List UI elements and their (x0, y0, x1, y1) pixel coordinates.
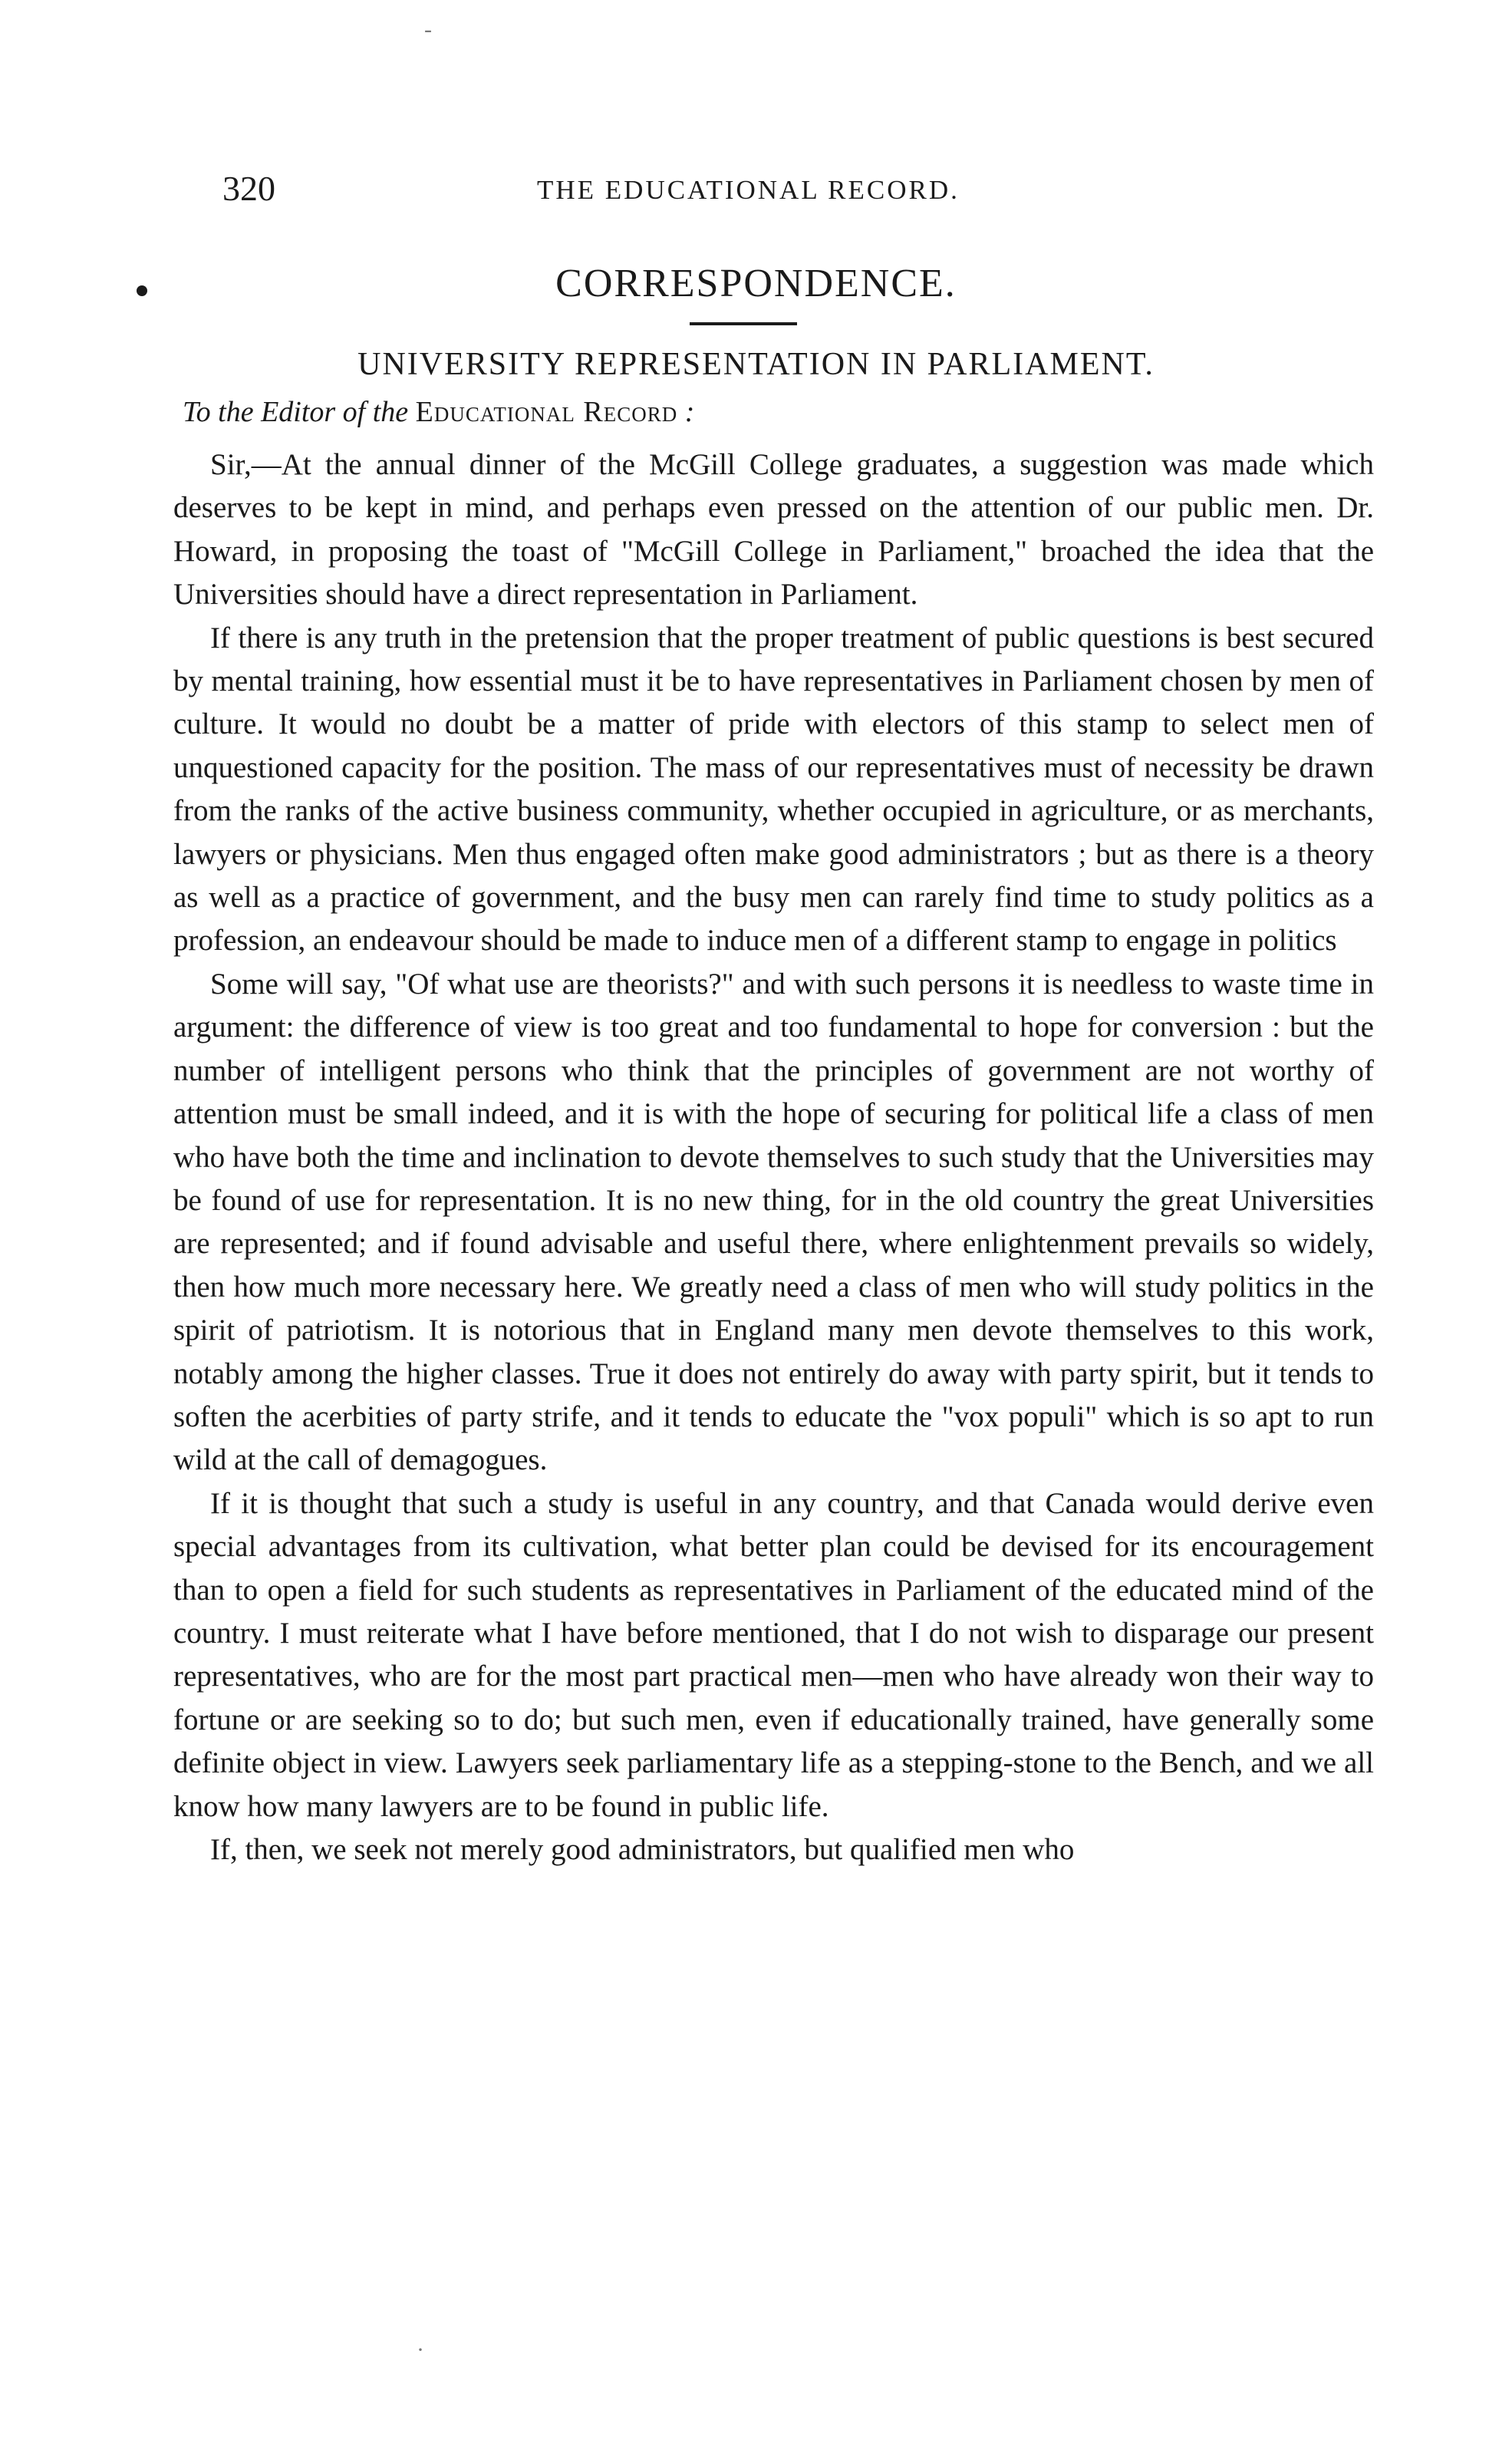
article-title: UNIVERSITY REPRESENTATION IN PARLIAMENT. (357, 347, 1155, 382)
section-title: CORRESPONDENCE. (555, 262, 957, 305)
salutation (183, 391, 694, 433)
running-head (222, 166, 1377, 212)
paragraph-3: Some will say, "Of what use are theorists?" and with such persons it is needless to waste time in argument: the difference of view is too great and too fundamental to hope for conversion : but the number of intelligent persons who think that the principles of government are not worthy of attention must be small indeed, and it is with the hope of securing for political life a class of men who have both the time and inclination to devote themselves to such study that the Universities may be found of use for representation. It is no new thing, for in the old country the great Universities are represented; and if found advisable and useful there, where enlightenment prevails so widely, then how much more necessary here. We greatly need a class of men who will study politics in the spirit of patriotism. It is notorious that in England many men devote themselves to this work, notably among the higher classes. True it does not entirely do away with party spirit, but it tends to soften the acerbities of party strife, and it tends to educate the "vox populi" which is so apt to run wild at the call of demagogues. (173, 967, 1374, 1477)
title-rule (690, 322, 797, 325)
paragraph-2: If there is any truth in the pretension that the proper treatment of public questions is best secured by mental training, how essential must it be to have representatives in Parliament chosen by men of culture. It would no doubt be a matter of pride with electors of this stamp to select men of unquestioned capacity for the position. The mass of our representatives must of necessity be drawn from the ranks of the active business community, whether occupied in agriculture, or as merchants, lawyers or physicians. Men thus engaged often make good administrators ; but as there is a theory as well as a practice of government, and the busy men can rarely find time to study politics as a profession, an endeavour should be made to induce men of a different stamp to engage in politics (173, 621, 1374, 958)
letter-body (173, 443, 1374, 1871)
page-number: 320 (222, 169, 275, 208)
paragraph-1: Sir,—At the annual dinner of the McGill College graduates, a suggestion was made which deserves to be kept in mind, and perhaps even pressed on the attention of our public men. Dr. Howard, in proposing the toast of "McGill College in Parliament," broached the idea that the Universities should have a direct representation in Parliament. (173, 448, 1374, 612)
salutation-prefix: To the Editor of the (183, 396, 409, 428)
paragraph-5: If, then, we seek not merely good administrators, but qualified men who (210, 1833, 1075, 1866)
salutation-journal: Educational Record (415, 396, 678, 428)
paragraph-4: If it is thought that such a study is useful in any country, and that Canada would derive even special advantages from its cultivation, what better plan could be devised for its encouragement than to open a field for such students as representatives in Parliament of the educated mind of the country. I must reiterate what I have before mentioned, that I do not wish to disparage our present representatives, who are for the most part practical men—men who have already won their way to fortune or are seeking so to do; but such men, even if educationally trained, have generally some definite object in view. Lawyers seek parliamentary life as a stepping-stone to the Bench, and we all know how many lawyers are to be found in public life. (173, 1486, 1374, 1823)
journal-title: THE EDUCATIONAL RECORD. (537, 175, 960, 205)
stray-mark-bottom: · (417, 2337, 424, 2362)
salutation-suffix: : (684, 396, 695, 428)
stray-mark-top: - (424, 17, 432, 42)
